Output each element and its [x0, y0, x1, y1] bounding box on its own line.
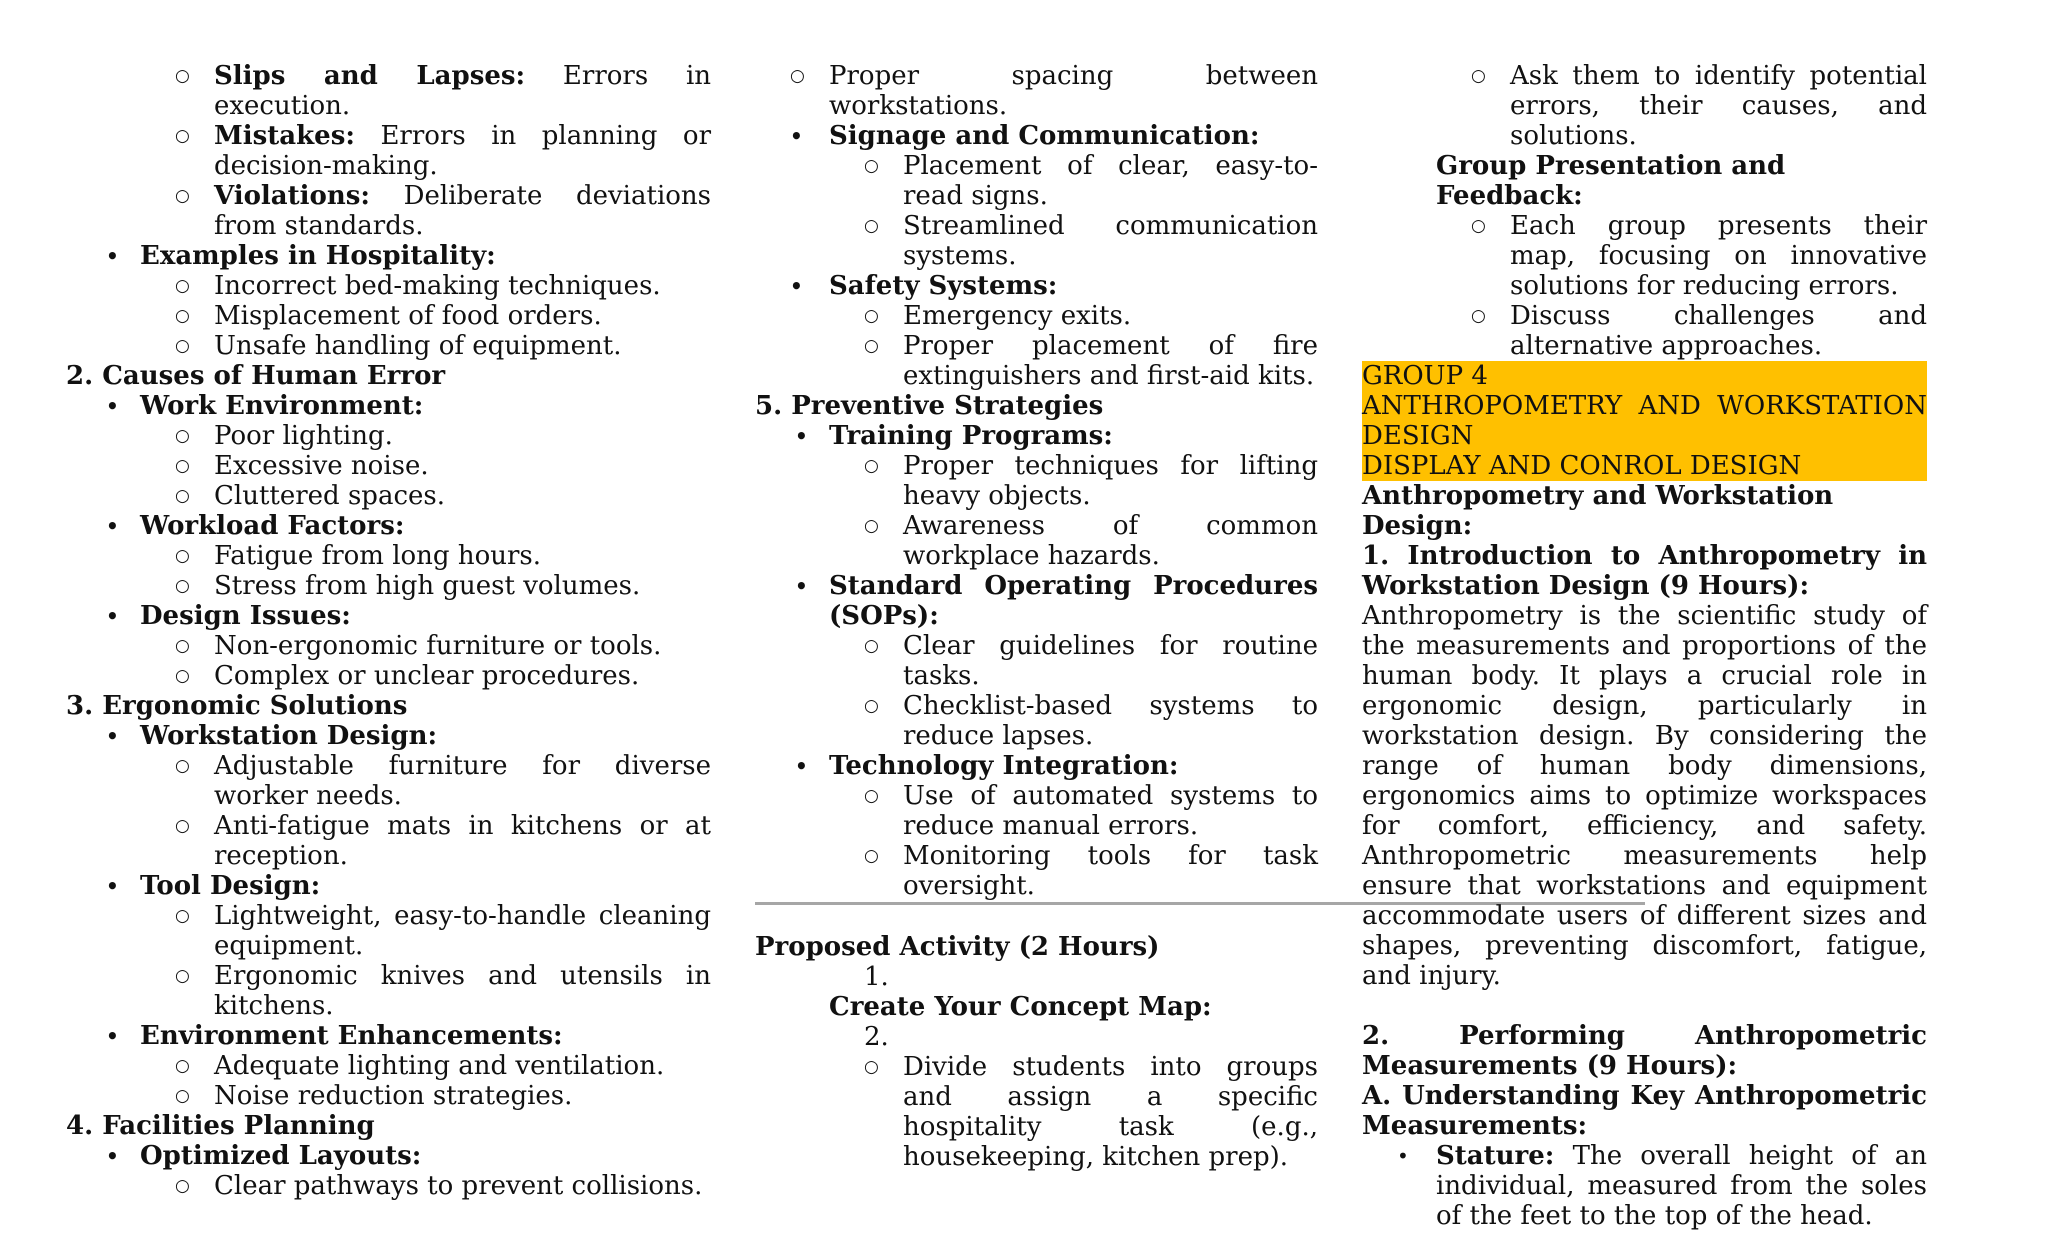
circle-bullet-icon: ○ [864, 696, 879, 716]
column-1 [66, 61, 711, 1201]
bullet-icon: • [795, 424, 808, 448]
list-item: ○ Anti-fatigue mats in kitchens or at reception. [175, 811, 711, 871]
circle-bullet-icon: ○ [864, 216, 879, 236]
circle-bullet-icon: ○ [175, 816, 190, 836]
circle-bullet-icon: ○ [175, 456, 190, 476]
list-item: ○ Unsafe handling of equipment. [175, 331, 622, 361]
bullet-icon: • [106, 1024, 119, 1048]
bullet-heading: • Optimized Layouts: [106, 1141, 422, 1171]
list-item: • Stature: The overall height of an individual, measured from the soles of the feet to the top of the head. [1397, 1141, 1927, 1231]
group-banner [1362, 361, 1927, 481]
list-item: ○ Placement of clear, easy-to-read signs. [864, 151, 1318, 211]
list-item: ○ Non-ergonomic furniture or tools. [175, 631, 662, 661]
list-item: ○ Clear pathways to prevent collisions. [175, 1171, 703, 1201]
circle-bullet-icon: ○ [175, 666, 190, 686]
list-item: ○ Adjustable furniture for diverse worker needs. [175, 751, 711, 811]
bullet-icon: • [1397, 1144, 1409, 1168]
list-item: ○ Ergonomic knives and utensils in kitchens. [175, 961, 711, 1021]
list-item: ○ Stress from high guest volumes. [175, 571, 641, 601]
list-item: ○ Incorrect bed-making techniques. [175, 271, 661, 301]
group-topic: DISPLAY AND CONROL DESIGN [1362, 451, 1802, 481]
circle-bullet-icon: ○ [175, 546, 190, 566]
circle-bullet-icon: ○ [1471, 216, 1486, 236]
circle-bullet-icon: ○ [175, 1086, 190, 1106]
circle-bullet-icon: ○ [790, 66, 805, 86]
circle-bullet-icon: ○ [864, 786, 879, 806]
bullet-icon: • [795, 754, 808, 778]
section-heading: 2. Causes of Human Error [66, 361, 446, 391]
circle-bullet-icon: ○ [864, 456, 879, 476]
list-item: ○ Slips and Lapses: Errors in execution. [175, 61, 712, 121]
list-item: ○ Use of automated systems to reduce manual errors. [864, 781, 1318, 841]
list-item: ○ Ask them to identify potential errors, their causes, and solutions. [1471, 61, 1927, 151]
bullet-icon: • [106, 604, 119, 628]
number-label: 1. [864, 962, 889, 992]
section-heading: 3. Ergonomic Solutions [66, 691, 408, 721]
column-3 [1362, 61, 1927, 1231]
bullet-icon: • [790, 124, 803, 148]
list-item: ○ Divide students into groups and assign a specific hospitality task (e.g., housekeeping, kitchen prep). [864, 1052, 1318, 1172]
bullet-heading: • Environment Enhancements: [106, 1021, 563, 1051]
bullet-icon: • [106, 874, 119, 898]
list-item: ○ Fatigue from long hours. [175, 541, 542, 571]
bullet-icon: • [106, 394, 119, 418]
circle-bullet-icon: ○ [864, 156, 879, 176]
spacer [1362, 991, 1927, 1021]
circle-bullet-icon: ○ [1471, 66, 1486, 86]
bullet-heading: • Workload Factors: [106, 511, 405, 541]
list-item: ○ Discuss challenges and alternative approaches. [1471, 301, 1927, 361]
list-item: ○ Misplacement of food orders. [175, 301, 602, 331]
circle-bullet-icon: ○ [175, 66, 190, 86]
circle-bullet-icon: ○ [175, 1056, 190, 1076]
list-item: ○ Streamlined communication systems. [864, 211, 1318, 271]
circle-bullet-icon: ○ [175, 576, 190, 596]
list-item: ○ Adequate lighting and ventilation. [175, 1051, 665, 1081]
list-item: ○ Poor lighting. [175, 421, 393, 451]
number-label: 2. [864, 1022, 889, 1052]
list-item: ○ Violations: Deliberate deviations from standards. [175, 181, 712, 241]
subsection-heading: A. Understanding Key Anthropometric Measurements: [1362, 1081, 1927, 1141]
section-heading: 4. Facilities Planning [66, 1111, 375, 1141]
spacer [755, 901, 1318, 932]
presentation-heading: Group Presentation and Feedback: [1436, 151, 1786, 211]
section-title: Anthropometry and Workstation Design: [1362, 481, 1834, 541]
list-item: ○ Noise reduction strategies. [175, 1081, 573, 1111]
bullet-heading: • Work Environment: [106, 391, 424, 421]
circle-bullet-icon: ○ [175, 486, 190, 506]
circle-bullet-icon: ○ [864, 336, 879, 356]
list-item: ○ Proper spacing between workstations. [790, 61, 1318, 121]
circle-bullet-icon: ○ [175, 186, 190, 206]
circle-bullet-icon: ○ [175, 276, 190, 296]
list-item: ○ Proper techniques for lifting heavy objects. [864, 451, 1318, 511]
bullet-heading: • Examples in Hospitality: [106, 241, 496, 271]
list-item: ○ Checklist-based systems to reduce lapses. [864, 691, 1318, 751]
activity-title: Proposed Activity (2 Hours) [755, 932, 1160, 962]
group-topic: ANTHROPOMETRY AND WORKSTATION DESIGN [1362, 391, 1927, 451]
circle-bullet-icon: ○ [175, 126, 190, 146]
bullet-heading: • Standard Operating Procedures (SOPs): [795, 571, 1318, 631]
section-heading: 5. Preventive Strategies [755, 391, 1104, 421]
list-item: ○ Lightweight, easy-to-handle cleaning equipment. [175, 901, 711, 961]
circle-bullet-icon: ○ [175, 336, 190, 356]
circle-bullet-icon: ○ [864, 516, 879, 536]
bullet-icon: • [795, 574, 808, 598]
section-heading: 1. Introduction to Anthropometry in Workstation Design (9 Hours): [1362, 541, 1927, 601]
bullet-heading: • Technology Integration: [795, 751, 1179, 781]
bullet-icon: • [790, 274, 803, 298]
circle-bullet-icon: ○ [175, 906, 190, 926]
list-item: ○ Monitoring tools for task oversight. [864, 841, 1318, 901]
list-item: ○ Emergency exits. [864, 301, 1132, 331]
bullet-heading: • Design Issues: [106, 601, 351, 631]
list-item: ○ Awareness of common workplace hazards. [864, 511, 1318, 571]
circle-bullet-icon: ○ [864, 636, 879, 656]
section-heading: 2. Performing Anthropometric Measurements (9 Hours): [1362, 1021, 1927, 1081]
list-item: ○ Each group presents their map, focusing on innovative solutions for reducing errors. [1471, 211, 1927, 301]
bullet-icon: • [106, 514, 119, 538]
circle-bullet-icon: ○ [175, 756, 190, 776]
bullet-heading: • Training Programs: [795, 421, 1113, 451]
group-title: GROUP 4 [1362, 361, 1488, 391]
circle-bullet-icon: ○ [864, 1057, 879, 1077]
bullet-icon: • [106, 244, 119, 268]
bullet-icon: • [106, 1144, 119, 1168]
list-item: ○ Complex or unclear procedures. [175, 661, 640, 691]
bullet-heading: • Workstation Design: [106, 721, 438, 751]
circle-bullet-icon: ○ [175, 636, 190, 656]
circle-bullet-icon: ○ [175, 1176, 190, 1196]
list-item: ○ Clear guidelines for routine tasks. [864, 631, 1318, 691]
circle-bullet-icon: ○ [864, 306, 879, 326]
bullet-heading: • Tool Design: [106, 871, 321, 901]
bullet-heading: • Safety Systems: [790, 271, 1058, 301]
circle-bullet-icon: ○ [175, 306, 190, 326]
bullet-icon: • [106, 724, 119, 748]
list-item: ○ Excessive noise. [175, 451, 429, 481]
bullet-heading: • Signage and Communication: [790, 121, 1260, 151]
list-item: ○ Mistakes: Errors in planning or decision-making. [175, 121, 711, 181]
list-item: ○ Proper placement of fire extinguishers and first-aid kits. [864, 331, 1318, 391]
paragraph: Anthropometry is the scientific study of the measurements and proportions of the human body. It plays a crucial role in ergonomic design, particularly in workstation design. By considering the range of human body dimensions, ergonomics aims to optimize workspaces for comfort, efficiency, and safety. Anthropometric measurements help ensure that workstations and equipment accommodate users of different sizes and shapes, preventing discomfort, fatigue, and injury. [1362, 601, 1927, 991]
circle-bullet-icon: ○ [1471, 306, 1486, 326]
concept-map-heading: Create Your Concept Map: [829, 992, 1212, 1022]
column-2 [755, 61, 1318, 1172]
circle-bullet-icon: ○ [175, 426, 190, 446]
list-item: ○ Cluttered spaces. [175, 481, 446, 511]
circle-bullet-icon: ○ [864, 846, 879, 866]
circle-bullet-icon: ○ [175, 966, 190, 986]
